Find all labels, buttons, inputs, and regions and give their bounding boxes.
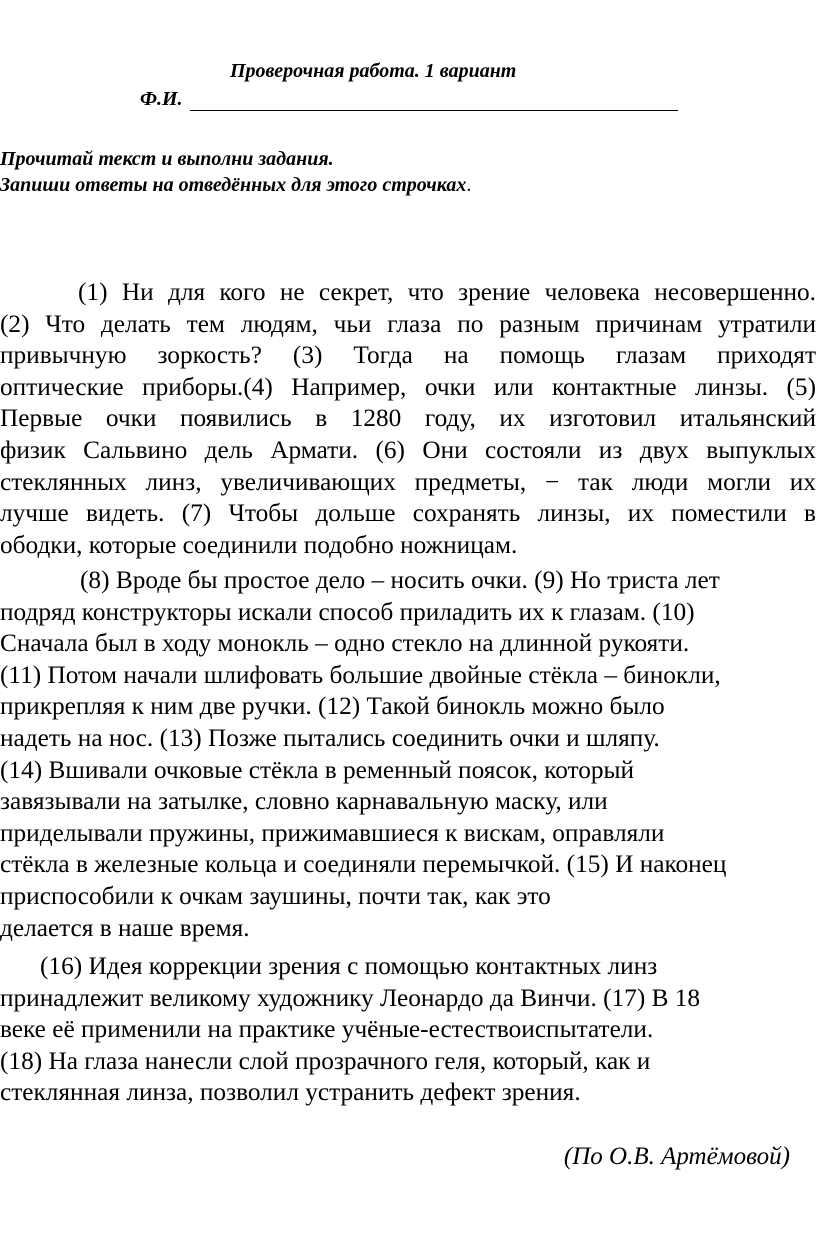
text-line: (8) Вроде бы простое дело – носить очки. (9) Но триста лет	[80, 566, 720, 594]
instruction-period: .	[466, 174, 472, 196]
text-line: (14) Вшивали очковые стёкла в ременный поясок, который	[0, 755, 635, 784]
name-label: Ф.И.	[140, 88, 183, 110]
text-line: (18) На глаза нанесли слой прозрачного геля, который, как и	[0, 1046, 651, 1075]
text-line: подряд конструкторы искали способ приладить их к глазам. (10)	[0, 597, 695, 626]
text-line: стеклянная линза, позволил устранить дефект зрения.	[0, 1078, 581, 1107]
text-line: делается в наше время.	[0, 913, 250, 942]
text-line: Первые очки появились в 1280 году, их изготовил итальянский	[0, 404, 816, 433]
text-line: принадлежит великому художнику Леонардо да Винчи. (17) В 18	[0, 983, 701, 1012]
text-line: оптические приборы.(4) Например, очки или контактные линзы. (5)	[0, 372, 816, 401]
text-line: надеть на нос. (13) Позже пытались соединить очки и шляпу.	[0, 723, 660, 752]
text-line: стёкла в железные кольца и соединяли перемычкой. (15) И наконец	[0, 850, 727, 879]
name-field-line[interactable]	[190, 110, 678, 111]
author-attribution: (По О.В. Артёмовой)	[563, 1143, 790, 1170]
text-line: стеклянных линз, увеличивающих предметы, − так люди могли их	[0, 467, 816, 496]
text-line: веке её применили на практике учёные-естествоиспытатели.	[0, 1015, 654, 1044]
instruction-text: Запиши ответы на отведённых для этого строчках	[0, 174, 467, 196]
text-line: прикрепляя к ним две ручки. (12) Такой бинокль можно было	[0, 692, 665, 721]
instruction-line-1: Прочитай текст и выполни задания.	[0, 148, 334, 170]
text-line: лучше видеть. (7) Чтобы дольше сохранять линзы, их поместили в	[0, 499, 816, 528]
text-line: привычную зоркость? (3) Тогда на помощь глазам приходят	[0, 341, 816, 370]
paragraph-3	[0, 951, 816, 1109]
text-line: ободки, которые соединили подобно ножницам.	[0, 530, 518, 559]
text-line: (11) Потом начали шлифовать большие двойные стёкла – бинокли,	[0, 660, 721, 689]
text-line: физик Сальвино дель Армати. (6) Они состояли из двух выпуклых	[0, 435, 816, 464]
text-line: завязывали на затылке, словно карнавальную маску, или	[0, 787, 608, 816]
paragraph-1	[0, 277, 816, 561]
text-line: приделывали пружины, прижимавшиеся к вискам, оправляли	[0, 818, 665, 847]
text-line: (2) Что делать тем людям, чьи глаза по разным причинам утратили	[0, 309, 816, 338]
text-line: (1) Ни для кого не секрет, что зрение человека несовершенно.	[78, 278, 816, 306]
page-title: Проверочная работа. 1 вариант	[230, 60, 517, 82]
text-line: приспособили к очкам заушины, почти так, как это	[0, 881, 551, 910]
text-line: (16) Идея коррекции зрения с помощью контактных линз	[40, 952, 658, 980]
text-line: Сначала был в ходу монокль – одно стекло на длинной рукояти.	[0, 629, 690, 658]
instruction-line-2	[0, 174, 471, 197]
paragraph-2	[0, 565, 816, 944]
